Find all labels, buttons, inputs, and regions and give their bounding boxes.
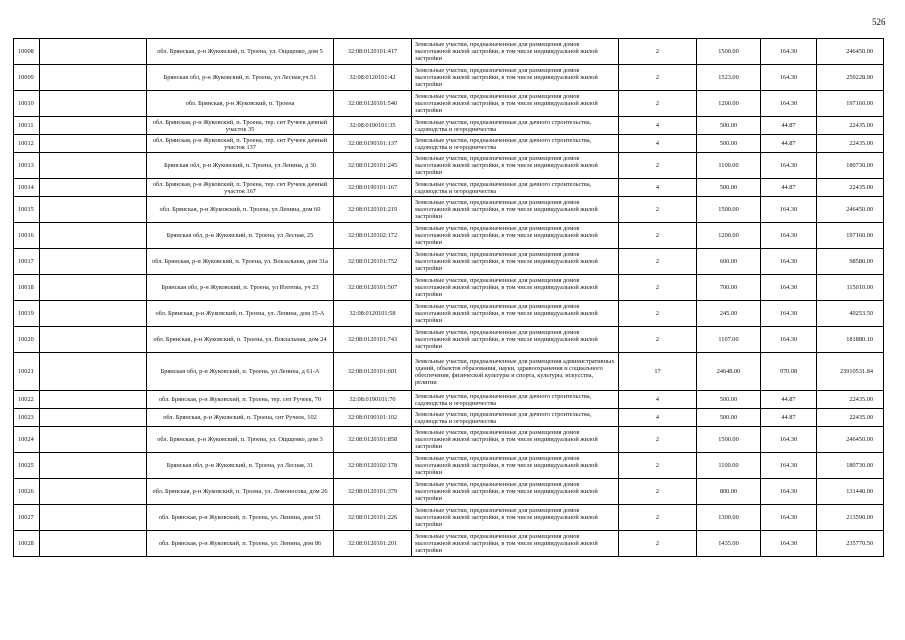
row-cadastral-cost: 246450.00 — [817, 427, 884, 453]
row-area: 1200.00 — [697, 91, 761, 117]
row-land-use: Земельные участки, предназначенные для размещения домов малоэтажной жилой застройки, в том числе индивидуальной жилой застройки — [412, 531, 619, 557]
row-area: 1435.00 — [697, 531, 761, 557]
row-gap-cell — [40, 39, 147, 65]
table-row — [14, 275, 884, 301]
row-id: 10016 — [14, 223, 40, 249]
table-row — [14, 301, 884, 327]
row-group: 2 — [619, 531, 697, 557]
table-row — [14, 179, 884, 197]
row-area: 1200.00 — [697, 223, 761, 249]
table-row — [14, 117, 884, 135]
row-address: Брянская обл, р-н Жуковский, п. Троена, ул Изотова, уч 23 — [147, 275, 334, 301]
row-cadastral-cost: 115010.00 — [817, 275, 884, 301]
row-gap-cell — [40, 153, 147, 179]
row-address: обл. Брянская, р-н Жуковский, п. Троена, ул. Ломоносова, дом 26 — [147, 479, 334, 505]
row-id: 10010 — [14, 91, 40, 117]
row-land-use: Земельные участки, предназначенные для дачного строительства, садоводства и огородничества — [412, 179, 619, 197]
row-address: обл. Брянская, р-н Жуковский, п. Троена, тер. снт Ручеек, 70 — [147, 391, 334, 409]
table-row — [14, 353, 884, 391]
row-id: 10013 — [14, 153, 40, 179]
row-area: 1500.00 — [697, 39, 761, 65]
row-address: обл. Брянская, р-н Жуковский, п. Троена, ул. Ленина, дом 86 — [147, 531, 334, 557]
row-rate: 164.30 — [761, 301, 817, 327]
row-cadastral-number: 32:08:0190101:70 — [334, 391, 412, 409]
row-cadastral-number: 32:08:0120101:379 — [334, 479, 412, 505]
row-id: 10008 — [14, 39, 40, 65]
row-cadastral-cost: 131440.00 — [817, 479, 884, 505]
row-cadastral-cost: 180730.00 — [817, 453, 884, 479]
row-rate: 164.30 — [761, 275, 817, 301]
row-address: Брянская обл, р-н Жуковский, п. Троена, ул Лесная, 25 — [147, 223, 334, 249]
table-row — [14, 327, 884, 353]
row-id: 10018 — [14, 275, 40, 301]
table-row — [14, 249, 884, 275]
row-id: 10012 — [14, 135, 40, 153]
row-land-use: Земельные участки, предназначенные для размещения домов малоэтажной жилой застройки, в том числе индивидуальной жилой застройки — [412, 91, 619, 117]
row-area: 600.00 — [697, 249, 761, 275]
row-group: 4 — [619, 391, 697, 409]
row-gap-cell — [40, 301, 147, 327]
row-group: 2 — [619, 275, 697, 301]
row-cadastral-cost: 22435.00 — [817, 117, 884, 135]
row-address: Брянская обл, р-н Жуковский, п. Троена, ул Ленина, д 30 — [147, 153, 334, 179]
row-land-use: Земельные участки, предназначенные для размещения домов малоэтажной жилой застройки, в том числе индивидуальной жилой застройки — [412, 505, 619, 531]
row-group: 4 — [619, 409, 697, 427]
row-id: 10024 — [14, 427, 40, 453]
row-area: 500.00 — [697, 179, 761, 197]
row-group: 2 — [619, 91, 697, 117]
row-address: обл. Брянская, р-н Жуковский, п. Троена, ул Ленина, дом 60 — [147, 197, 334, 223]
row-land-use: Земельные участки, предназначенные для размещения административных зданий, объектов образования, науки, здравоохранения и социального обеспечения, физической культуры и спорта, культуры, искусства, религии — [412, 353, 619, 391]
row-id: 10017 — [14, 249, 40, 275]
row-land-use: Земельные участки, предназначенные для размещения домов малоэтажной жилой застройки, в том числе индивидуальной жилой застройки — [412, 39, 619, 65]
row-area: 700.00 — [697, 275, 761, 301]
row-id: 10023 — [14, 409, 40, 427]
row-gap-cell — [40, 249, 147, 275]
row-rate: 164.30 — [761, 427, 817, 453]
table-row — [14, 391, 884, 409]
row-id: 10027 — [14, 505, 40, 531]
row-gap-cell — [40, 197, 147, 223]
row-cadastral-cost: 181880.10 — [817, 327, 884, 353]
row-area: 500.00 — [697, 409, 761, 427]
row-id: 10011 — [14, 117, 40, 135]
table-row — [14, 65, 884, 91]
row-cadastral-number: 32:08:0120102:178 — [334, 453, 412, 479]
row-area: 1500.00 — [697, 197, 761, 223]
row-group: 4 — [619, 179, 697, 197]
row-group: 2 — [619, 301, 697, 327]
row-area: 24648.00 — [697, 353, 761, 391]
land-registry-table — [13, 38, 884, 557]
row-cadastral-cost: 23910531.84 — [817, 353, 884, 391]
row-cadastral-number: 32:08:0120101:752 — [334, 249, 412, 275]
row-address: обл. Брянская, р-н Жуковский, п. Троена, ул. Вокзальная, дом 31а — [147, 249, 334, 275]
row-gap-cell — [40, 479, 147, 505]
row-cadastral-cost: 213590.00 — [817, 505, 884, 531]
row-group: 2 — [619, 249, 697, 275]
row-rate: 970.08 — [761, 353, 817, 391]
row-group: 2 — [619, 65, 697, 91]
row-rate: 164.30 — [761, 249, 817, 275]
table-row — [14, 427, 884, 453]
row-gap-cell — [40, 327, 147, 353]
row-land-use: Земельные участки, предназначенные для дачного строительства, садоводства и огородничества — [412, 409, 619, 427]
row-address: обл. Брянская, р-н Жуковский, п. Троена, тер. снт Ручеек дачный участок 167 — [147, 179, 334, 197]
row-cadastral-cost: 197160.00 — [817, 91, 884, 117]
row-land-use: Земельные участки, предназначенные для дачного строительства, садоводства и огородничества — [412, 135, 619, 153]
row-land-use: Земельные участки, предназначенные для размещения домов малоэтажной жилой застройки, в том числе индивидуальной жилой застройки — [412, 223, 619, 249]
row-gap-cell — [40, 409, 147, 427]
page-number: 526 — [872, 17, 886, 27]
row-gap-cell — [40, 135, 147, 153]
row-group: 2 — [619, 427, 697, 453]
row-gap-cell — [40, 531, 147, 557]
table-row — [14, 223, 884, 249]
row-cadastral-number: 32:08:0120102:172 — [334, 223, 412, 249]
row-land-use: Земельные участки, предназначенные для размещения домов малоэтажной жилой застройки, в том числе индивидуальной жилой застройки — [412, 197, 619, 223]
row-rate: 164.30 — [761, 153, 817, 179]
row-area: 1107.00 — [697, 327, 761, 353]
row-land-use: Земельные участки, предназначенные для дачного строительства, садоводства и огородничества — [412, 391, 619, 409]
row-address: обл. Брянская, р-н Жуковский, п. Троена, ул. Вокзальная, дом 24 — [147, 327, 334, 353]
row-cadastral-cost: 40253.50 — [817, 301, 884, 327]
row-rate: 164.30 — [761, 197, 817, 223]
row-land-use: Земельные участки, предназначенные для размещения домов малоэтажной жилой застройки, в том числе индивидуальной жилой застройки — [412, 427, 619, 453]
row-land-use: Земельные участки, предназначенные для дачного строительства, садоводства и огородничества — [412, 117, 619, 135]
row-group: 4 — [619, 117, 697, 135]
row-cadastral-number: 32:08:0120101:226 — [334, 505, 412, 531]
row-rate: 44.87 — [761, 117, 817, 135]
row-land-use: Земельные участки, предназначенные для размещения домов малоэтажной жилой застройки, в том числе индивидуальной жилой застройки — [412, 301, 619, 327]
row-id: 10022 — [14, 391, 40, 409]
row-rate: 164.30 — [761, 479, 817, 505]
row-land-use: Земельные участки, предназначенные для размещения домов малоэтажной жилой застройки, в том числе индивидуальной жилой застройки — [412, 249, 619, 275]
row-rate: 44.87 — [761, 135, 817, 153]
row-group: 4 — [619, 135, 697, 153]
row-address: обл. Брянская, р-н Жуковский, п. Троена — [147, 91, 334, 117]
row-cadastral-cost: 246450.00 — [817, 197, 884, 223]
row-rate: 164.30 — [761, 531, 817, 557]
table-row — [14, 453, 884, 479]
row-cadastral-cost: 197160.00 — [817, 223, 884, 249]
row-rate: 44.87 — [761, 179, 817, 197]
row-cadastral-cost: 235770.50 — [817, 531, 884, 557]
row-group: 2 — [619, 453, 697, 479]
row-gap-cell — [40, 275, 147, 301]
row-cadastral-number: 32:08:0120101:417 — [334, 39, 412, 65]
row-cadastral-number: 32:08:0120101:58 — [334, 301, 412, 327]
row-area: 800.00 — [697, 479, 761, 505]
row-cadastral-cost: 22435.00 — [817, 409, 884, 427]
row-cadastral-cost: 250228.90 — [817, 65, 884, 91]
row-cadastral-number: 32:08:0120101:219 — [334, 197, 412, 223]
row-id: 10009 — [14, 65, 40, 91]
table-row — [14, 479, 884, 505]
row-area: 500.00 — [697, 117, 761, 135]
row-group: 2 — [619, 153, 697, 179]
row-area: 1100.00 — [697, 453, 761, 479]
row-address: обл. Брянская, р-н Жуковский, п. Троена, снт Ручеек, 102 — [147, 409, 334, 427]
row-id: 10020 — [14, 327, 40, 353]
row-rate: 164.30 — [761, 453, 817, 479]
row-gap-cell — [40, 391, 147, 409]
row-id: 10015 — [14, 197, 40, 223]
row-id: 10021 — [14, 353, 40, 391]
row-cadastral-number: 32:08:0120101:507 — [334, 275, 412, 301]
table-row — [14, 91, 884, 117]
row-cadastral-number: 32:08:0190101:35 — [334, 117, 412, 135]
row-address: обл. Брянская, р-н Жуковский, п. Троена, тер. снт Ручеек дачный участок 35 — [147, 117, 334, 135]
row-land-use: Земельные участки, предназначенные для размещения домов малоэтажной жилой застройки, в том числе индивидуальной жилой застройки — [412, 153, 619, 179]
row-cadastral-cost: 22435.00 — [817, 179, 884, 197]
row-cadastral-cost: 180730.00 — [817, 153, 884, 179]
table-row — [14, 39, 884, 65]
row-address: обл. Брянская, р-н Жуковский, п. Троена, ул. Ощщенко, дом 5 — [147, 39, 334, 65]
row-land-use: Земельные участки, предназначенные для размещения домов малоэтажной жилой застройки, в том числе индивидуальной жилой застройки — [412, 479, 619, 505]
row-cadastral-number: 32:08:0120101:540 — [334, 91, 412, 117]
row-group: 17 — [619, 353, 697, 391]
row-cadastral-cost: 246450.00 — [817, 39, 884, 65]
row-area: 1100.00 — [697, 153, 761, 179]
row-id: 10019 — [14, 301, 40, 327]
row-id: 10025 — [14, 453, 40, 479]
row-land-use: Земельные участки, предназначенные для размещения домов малоэтажной жилой застройки, в том числе индивидуальной жилой застройки — [412, 453, 619, 479]
row-cadastral-number: 32:08:0120101:858 — [334, 427, 412, 453]
row-area: 500.00 — [697, 135, 761, 153]
row-gap-cell — [40, 179, 147, 197]
row-rate: 164.30 — [761, 65, 817, 91]
row-group: 2 — [619, 479, 697, 505]
row-address: Брянская обл, р-н Жуковский, п. Троена, ул Лесная,уч.51 — [147, 65, 334, 91]
row-cadastral-cost: 98580.00 — [817, 249, 884, 275]
row-address: обл. Брянская, р-н Жуковский, п. Троена, ул. Ленина, дом 15-А — [147, 301, 334, 327]
row-cadastral-number: 32:08:0190101:167 — [334, 179, 412, 197]
row-rate: 164.30 — [761, 327, 817, 353]
table-row — [14, 409, 884, 427]
row-area: 1300.00 — [697, 505, 761, 531]
row-area: 245.00 — [697, 301, 761, 327]
row-area: 1523.00 — [697, 65, 761, 91]
row-address: обл. Брянская, р-н Жуковский, п. Троена, ул. Ленина, дом 51 — [147, 505, 334, 531]
row-cadastral-number: 32:08:0120101:201 — [334, 531, 412, 557]
row-cadastral-number: 32:08:0190101:102 — [334, 409, 412, 427]
row-address: обл. Брянская, р-н Жуковский, п. Троена, тер. снт Ручеек дачный участок 137 — [147, 135, 334, 153]
row-land-use: Земельные участки, предназначенные для размещения домов малоэтажной жилой застройки, в том числе индивидуальной жилой застройки — [412, 327, 619, 353]
table-row — [14, 153, 884, 179]
row-cadastral-number: 32:08:0120101:42 — [334, 65, 412, 91]
row-id: 10014 — [14, 179, 40, 197]
row-area: 1500.00 — [697, 427, 761, 453]
table-row — [14, 197, 884, 223]
row-cadastral-cost: 22435.00 — [817, 391, 884, 409]
table-row — [14, 505, 884, 531]
row-group: 2 — [619, 327, 697, 353]
row-group: 2 — [619, 505, 697, 531]
row-cadastral-number: 32:08:0120101:245 — [334, 153, 412, 179]
row-gap-cell — [40, 223, 147, 249]
row-land-use: Земельные участки, предназначенные для размещения домов малоэтажной жилой застройки, в том числе индивидуальной жилой застройки — [412, 65, 619, 91]
row-gap-cell — [40, 427, 147, 453]
row-gap-cell — [40, 505, 147, 531]
row-gap-cell — [40, 453, 147, 479]
row-group: 2 — [619, 223, 697, 249]
row-group: 2 — [619, 197, 697, 223]
row-rate: 164.30 — [761, 505, 817, 531]
row-rate: 164.30 — [761, 91, 817, 117]
row-cadastral-number: 32:08:0120101:601 — [334, 353, 412, 391]
row-gap-cell — [40, 91, 147, 117]
row-gap-cell — [40, 65, 147, 91]
row-address: Брянская обл, р-н Жуковский, п. Троена, ул Лесная, 31 — [147, 453, 334, 479]
row-cadastral-cost: 22435.00 — [817, 135, 884, 153]
row-land-use: Земельные участки, предназначенные для размещения домов малоэтажной жилой застройки, в том числе индивидуальной жилой застройки — [412, 275, 619, 301]
row-address: обл. Брянская, р-н Жуковский, п. Троена, ул. Ощщенко, дом 3 — [147, 427, 334, 453]
row-rate: 164.30 — [761, 39, 817, 65]
row-cadastral-number: 32:08:0190101:137 — [334, 135, 412, 153]
row-rate: 44.87 — [761, 391, 817, 409]
row-rate: 164.30 — [761, 223, 817, 249]
row-group: 2 — [619, 39, 697, 65]
row-id: 10028 — [14, 531, 40, 557]
row-cadastral-number: 32:08:0120101:743 — [334, 327, 412, 353]
row-id: 10026 — [14, 479, 40, 505]
table-row — [14, 531, 884, 557]
row-address: Брянская обл, р-н Жуковский, п. Троена, ул Ленина, д 61-А — [147, 353, 334, 391]
row-gap-cell — [40, 353, 147, 391]
row-area: 500.00 — [697, 391, 761, 409]
row-gap-cell — [40, 117, 147, 135]
row-rate: 44.87 — [761, 409, 817, 427]
table-row — [14, 135, 884, 153]
